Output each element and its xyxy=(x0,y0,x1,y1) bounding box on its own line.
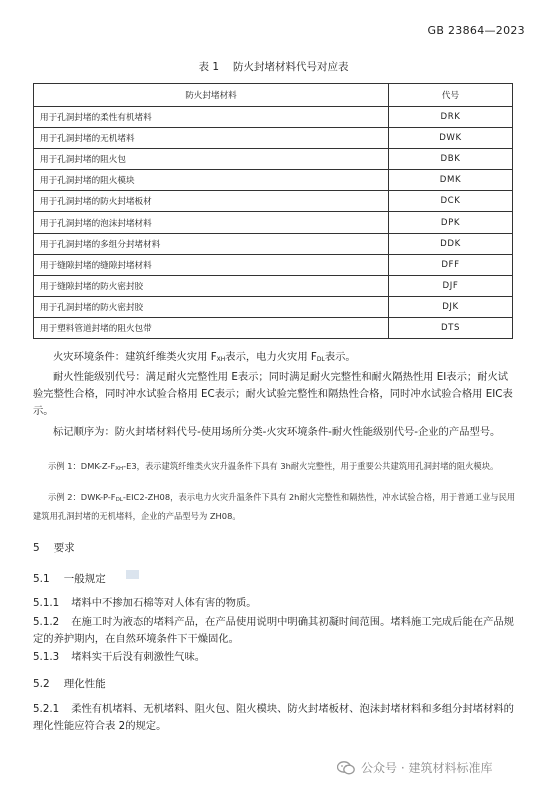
standard-number: GB 23864—2023 xyxy=(427,24,525,37)
material-name-cell: 用于孔洞封堵的阻火包 xyxy=(34,149,389,170)
material-name-cell: 用于孔洞封堵的泡沫封堵材料 xyxy=(34,212,389,233)
rating-code-paragraph: 耐火性能级别代号：满足耐火完整性用 E表示；同时满足耐火完整性和耐火隔热性用 EI表示；耐火试验完整性合格，同时冲水试验合格用 EC表示；耐火试验完整性和隔热性合格，同时冲水试验合格用 EIC表示。 xyxy=(33,371,513,417)
section-5-2-heading: 5.2 理化性能 xyxy=(33,678,106,690)
material-code-cell: DJF xyxy=(389,275,513,296)
table-number: 表 1 xyxy=(198,61,220,73)
example-2: 示例 2：DWK-$P-F_{DL}-EIC2-ZH08$，表示电力火灾升温条件下具有 2h耐火完整性和隔热性，冲水试验合格，用于普通工业与民用建筑用孔洞封堵的无机堵料，企业的产品型号为 ZH08。 xyxy=(33,492,516,521)
material-code-cell: DBK xyxy=(389,149,513,170)
material-code-cell: DMK xyxy=(389,170,513,191)
watermark xyxy=(337,759,492,776)
material-code-cell: DPK xyxy=(389,212,513,233)
header-material: 防火封堵材料 xyxy=(34,84,389,107)
material-name-cell: 用于孔洞封堵的防火密封胶 xyxy=(34,296,389,317)
material-name-cell: 用于孔洞封堵的防火封堵板材 xyxy=(34,191,389,212)
material-name-cell: 用于缝隙封堵的缝隙封堵材料 xyxy=(34,254,389,275)
material-name-cell: 用于缝隙封堵的防火密封胶 xyxy=(34,275,389,296)
section-5-1-heading: 5.1 一般规定 xyxy=(33,573,106,585)
material-code-table xyxy=(33,83,513,339)
material-name-cell: 用于孔洞封堵的多组分封堵材料 xyxy=(34,233,389,254)
stamp-mark xyxy=(126,570,139,579)
table-row xyxy=(34,128,513,149)
table-row xyxy=(34,212,513,233)
material-code-cell: DDK xyxy=(389,233,513,254)
clause-5-2-1: 5.2.1 柔性有机堵料、无机堵料、阻火包、阻火模块、防火封堵板材、泡沫封堵材料和多组分封堵材料的理化性能应符合表 2的规定。 xyxy=(33,703,514,732)
material-code-cell: DTS xyxy=(389,317,513,338)
table-row xyxy=(34,317,513,338)
material-code-cell: DCK xyxy=(389,191,513,212)
clause-5-1-1: 5.1.1 堵料中不掺加石棉等对人体有害的物质。 xyxy=(33,597,257,609)
material-name-cell: 用于塑料管道封堵的阻火包带 xyxy=(34,317,389,338)
example-1: 示例 1：DMK-$Z-F_{XH}-E3$，表示建筑纤维类火灾升温条件下具有 3h耐火完整性，用于重要公共建筑用孔洞封堵的阻火模块。 xyxy=(48,461,499,472)
table-row xyxy=(34,107,513,128)
marking-order-paragraph: 标记顺序为：防火封堵材料代号-使用场所分类-火灾环境条件-耐火性能级别代号-企业的产品型号。 xyxy=(53,426,501,438)
table-header-row xyxy=(34,84,513,107)
table-row xyxy=(34,233,513,254)
material-code-cell: DJK xyxy=(389,296,513,317)
table-title: 防火封堵材料代号对应表 xyxy=(233,61,349,73)
table-row xyxy=(34,170,513,191)
table-row xyxy=(34,254,513,275)
table-row xyxy=(34,191,513,212)
material-name-cell: 用于孔洞封堵的柔性有机堵料 xyxy=(34,107,389,128)
wechat-icon xyxy=(337,761,355,775)
material-name-cell: 用于孔洞封堵的无机堵料 xyxy=(34,128,389,149)
material-code-cell: DWK xyxy=(389,128,513,149)
clause-5-1-3: 5.1.3 堵料实干后没有刺激性气味。 xyxy=(33,651,206,663)
table-caption xyxy=(0,59,547,74)
material-code-cell: DRK xyxy=(389,107,513,128)
table-row xyxy=(34,149,513,170)
fire-environment-paragraph: 火灾环境条件：建筑纤维类火灾用 $F_{XH}$表示，电力火灾用 $F_{DL}$表示。 xyxy=(53,351,356,363)
section-5-heading: 5 要求 xyxy=(33,542,75,554)
watermark-text: 公众号 · 建筑材料标准库 xyxy=(361,761,493,775)
material-code-cell: DFF xyxy=(389,254,513,275)
clause-5-1-2: 5.1.2 在施工时为液态的堵料产品，在产品使用说明中明确其初凝时间范围。堵料施工完成后能在产品规定的养护期内，在自然环境条件下干燥固化。 xyxy=(33,616,514,645)
table-row xyxy=(34,275,513,296)
header-code: 代号 xyxy=(389,84,513,107)
material-name-cell: 用于孔洞封堵的阻火模块 xyxy=(34,170,389,191)
table-row xyxy=(34,296,513,317)
